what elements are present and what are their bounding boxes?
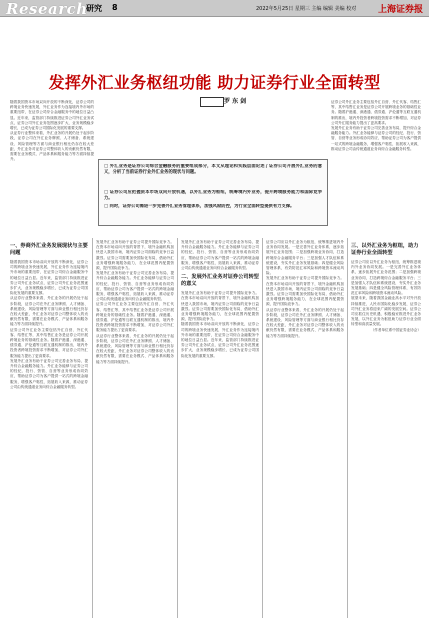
column-3 <box>181 240 259 616</box>
section-subhead: 一、券商外汇业务发展现状与主要问题 <box>10 243 88 256</box>
author-byline: 罗 东 剑 <box>224 98 247 105</box>
paragraph: 从证券行业整体来看，外汇业务的开展仍处于起步阶段，证券公司在外汇业务牌照、人才储备、系统建设、风险管理等方面与商业银行相比仍存在较大差距，外汇业务对证券公司整体收入的贡献仍然有限，需要在业务模式、产品体系和服务能力等方面持续提升。 <box>96 333 174 364</box>
author-affiliation: （作者单位系中国证券业协会） <box>370 327 421 332</box>
issue-info: 2022年5月25日 星期三 主编 编辑 美编 校对 <box>256 6 357 12</box>
paragraph: 证券公司应以外汇业务为枢纽，统筹推进境内外业务协同发展。一是完善外汇业务体系，逐步拓展外汇业务范围；二是加强跨境业务协同，打造跨境综合金融服务平台；三是加强人才队伍和系统建设，夯实外汇业务发展基础；四是健全风险管理体系，有效防范汇率风险和跨境资本流动风险。 <box>266 240 344 276</box>
column-5 <box>351 240 421 616</box>
paragraph: 随着我国资本市场双向开放的不断深化，证券公司的跨境业务快速发展，外汇业务作为连接境内外市场的重要纽带，在证券公司综合金融服务中的地位日益凸显。近年来，监管部门持续推进证券公司外汇业务试点，证券公司外汇业务范围逐步扩大，业务规模稳步增长，已成为证券公司国际化发展的重要支撑。 <box>181 322 259 358</box>
column-1 <box>10 240 88 616</box>
newspaper-name: 上海证券报 <box>377 5 423 15</box>
paragraph: 发展外汇业务有助于证券公司完善业务布局，提升综合金融服务能力。外汇业务能够与证券公司的经纪、投行、资管、自营等业务形成协同效应，帮助证券公司为客户提供一站式的跨境金融服务，增强客户黏性，拓展收入来源，推动证券公司由传统通道业务向综合金融服务转型。 <box>181 240 259 271</box>
section-number: 8 <box>112 3 118 12</box>
note-item: □ 外汇业务是证券公司综合金融服务的重要组成部分，本文从理论和实践层面论述了证券公司开展外汇业务的意义，分析了当前证券行业外汇业务的现状与问题。 <box>104 164 322 175</box>
column-1-top <box>10 100 94 240</box>
paragraph: 随着我国资本市场双向开放的不断深化，证券公司的跨境业务快速发展，外汇业务作为连接境内外市场的重要纽带，在证券公司综合金融服务中的地位日益凸显。近年来，监管部门持续推进证券公司外汇业务试点，证券公司外汇业务范围逐步扩大，业务规模稳步增长，已成为证券公司国际化发展的重要支撑。 <box>10 100 94 131</box>
paragraph: 发展外汇业务有助于证券公司完善业务布局，提升综合金融服务能力。外汇业务能够与证券公司的经纪、投行、资管、自营等业务形成协同效应，帮助证券公司为客户提供一站式的跨境金融服务，增强客户黏性，拓展收入来源，推动证券公司由传统通道业务向综合金融服务转型。 <box>331 126 421 151</box>
paragraph: 证券公司外汇业务主要包括外汇自营、外汇代客、结售汇等，其中结售汇业务是证券公司开展跨境业务的基础性业务。随着沪港通、深港通、债券通、沪伦通等互联互通机制的推出，境内外投资者跨境投资需求不断增加，对证券公司外汇服务能力提出了更高要求。 <box>10 327 88 358</box>
paragraph: 发展外汇业务有助于证券公司提升国际竞争力。在资本市场双向开放的背景下，境外金融机构加快进入我国市场，境内证券公司面临的竞争日益激烈。证券公司需要加快国际化布局，借助外汇业务增强跨境服务能力，在全球范围内配置资源，提升国际竞争力。 <box>181 291 259 322</box>
column-2 <box>96 240 174 616</box>
masthead-logo: Research <box>6 0 88 18</box>
article-headline: 发挥外汇业务枢纽功能 助力证券行业全面转型 <box>48 73 381 92</box>
paragraph: 发展外汇业务有助于证券公司提升国际竞争力。在资本市场双向开放的背景下，境外金融机构加快进入我国市场，境内证券公司面临的竞争日益激烈。证券公司需要加快国际化布局，借助外汇业务增强跨境服务能力，在全球范围内配置资源，提升国际竞争力。 <box>266 276 344 307</box>
section-subhead: 三、以外汇业务为枢纽，助力证券行业全面转型 <box>351 243 419 256</box>
column-divider <box>92 238 93 618</box>
section-name: 研究 <box>86 4 102 13</box>
paragraph: 证券公司应以外汇业务为枢纽，统筹推进境内外业务协同发展。一是完善外汇业务体系，逐步拓展外汇业务范围；二是加强跨境业务协同，打造跨境综合金融服务平台；三是加强人才队伍和系统建设，夯实外汇业务发展基础；四是健全风险管理体系，有效防范汇率风险和跨境资本流动风险。 <box>351 260 421 296</box>
paragraph: 证券公司外汇业务主要包括外汇自营、外汇代客、结售汇等，其中结售汇业务是证券公司开展跨境业务的基础性业务。随着沪港通、深港通、债券通、沪伦通等互联互通机制的推出，境内外投资者跨境投资需求不断增加，对证券公司外汇服务能力提出了更高要求。 <box>331 100 421 125</box>
paragraph: 发展外汇业务有助于证券公司完善业务布局，提升综合金融服务能力。外汇业务能够与证券公司的经纪、投行、资管、自营等业务形成协同效应，帮助证券公司为客户提供一站式的跨境金融服务，增强客户黏性，拓展收入来源，推动证券公司由传统通道业务向综合金融服务转型。 <box>96 271 174 302</box>
paragraph: 发展外汇业务有助于证券公司提升国际竞争力。在资本市场双向开放的背景下，境外金融机构加快进入我国市场，境内证券公司面临的竞争日益激烈。证券公司需要加快国际化布局，借助外汇业务增强跨境服务能力，在全球范围内配置资源，提升国际竞争力。 <box>96 240 174 271</box>
column-divider <box>177 238 178 618</box>
section-subhead: 二、发展外汇业务对证券公司转型的意义 <box>181 274 259 288</box>
paragraph: 证券公司外汇业务主要包括外汇自营、外汇代客、结售汇等，其中结售汇业务是证券公司开展跨境业务的基础性业务。随着沪港通、深港通、债券通、沪伦通等互联互通机制的推出，境内外投资者跨境投资需求不断增加，对证券公司外汇服务能力提出了更高要求。 <box>96 302 174 333</box>
note-item: □ 同时，证券公司需进一步完善外汇业务管理体系，加强风险防控，为行业全面转型提供有力支撑。 <box>104 204 295 209</box>
paragraph: 展望未来，随着我国金融业高水平对外开放持续推进，人民币国际化稳步发展，证券公司外汇业务将迎来广阔的发展空间。证券公司应抓住历史机遇，积极稳妥推进外汇业务发展，以外汇业务为枢纽助力证券行业全面转型和高质量发展。 <box>351 296 421 327</box>
masthead <box>0 0 429 17</box>
paragraph: 从证券行业整体来看，外汇业务的开展仍处于起步阶段，证券公司在外汇业务牌照、人才储备、系统建设、风险管理等方面与商业银行相比仍存在较大差距，外汇业务对证券公司整体收入的贡献仍然有限，需要在业务模式、产品体系和服务能力等方面持续提升。 <box>266 307 344 338</box>
paragraph: 发展外汇业务有助于证券公司完善业务布局，提升综合金融服务能力。外汇业务能够与证券公司的经纪、投行、资管、自营等业务形成协同效应，帮助证券公司为客户提供一站式的跨境金融服务，增强客户黏性，拓展收入来源，推动证券公司由传统通道业务向综合金融服务转型。 <box>10 358 88 389</box>
column-divider <box>347 238 348 618</box>
byline-frame <box>200 97 224 107</box>
editor-note-box <box>98 159 328 226</box>
column-5-top <box>331 100 421 240</box>
note-item: □ 证券公司应把握资本市场双向开放机遇，以外汇业务为枢纽，统筹境内外业务，提升跨境服务能力和国际竞争力。 <box>104 190 322 201</box>
paragraph: 随着我国资本市场双向开放的不断深化，证券公司的跨境业务快速发展，外汇业务作为连接境内外市场的重要纽带，在证券公司综合金融服务中的地位日益凸显。近年来，监管部门持续推进证券公司外汇业务试点，证券公司外汇业务范围逐步扩大，业务规模稳步增长，已成为证券公司国际化发展的重要支撑。 <box>10 260 88 296</box>
column-4 <box>266 240 344 616</box>
paragraph: 从证券行业整体来看，外汇业务的开展仍处于起步阶段，证券公司在外汇业务牌照、人才储备、系统建设、风险管理等方面与商业银行相比仍存在较大差距，外汇业务对证券公司整体收入的贡献仍然有限，需要在业务模式、产品体系和服务能力等方面持续提升。 <box>10 131 94 162</box>
column-divider <box>262 238 263 618</box>
paragraph: 从证券行业整体来看，外汇业务的开展仍处于起步阶段，证券公司在外汇业务牌照、人才储备、系统建设、风险管理等方面与商业银行相比仍存在较大差距，外汇业务对证券公司整体收入的贡献仍然有限，需要在业务模式、产品体系和服务能力等方面持续提升。 <box>10 296 88 327</box>
